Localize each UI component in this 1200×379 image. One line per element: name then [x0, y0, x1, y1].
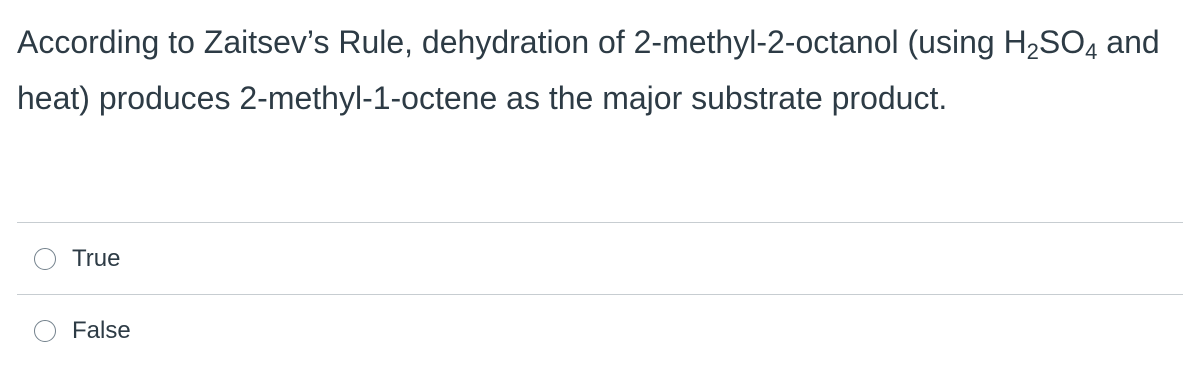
answer-option-true[interactable] — [17, 222, 1183, 294]
radio-button-true[interactable] — [34, 248, 56, 270]
answer-option-false[interactable] — [17, 294, 1183, 366]
question-text-part2: SO — [1038, 24, 1086, 60]
radio-button-false[interactable] — [34, 320, 56, 342]
question-text-part1: According to Zaitsev’s Rule, dehydration of 2-methyl-2-octanol (using H — [17, 24, 1027, 60]
answer-label-true[interactable]: True — [72, 244, 121, 272]
answer-label-false[interactable]: False — [72, 316, 131, 344]
question-text-part3: and heat) produces 2-methyl-1-octene as the major substrate product. — [17, 24, 1160, 116]
answer-list — [17, 222, 1183, 366]
subscript-4: 4 — [1085, 39, 1098, 64]
question-text — [17, 14, 1187, 126]
subscript-2: 2 — [1026, 39, 1039, 64]
